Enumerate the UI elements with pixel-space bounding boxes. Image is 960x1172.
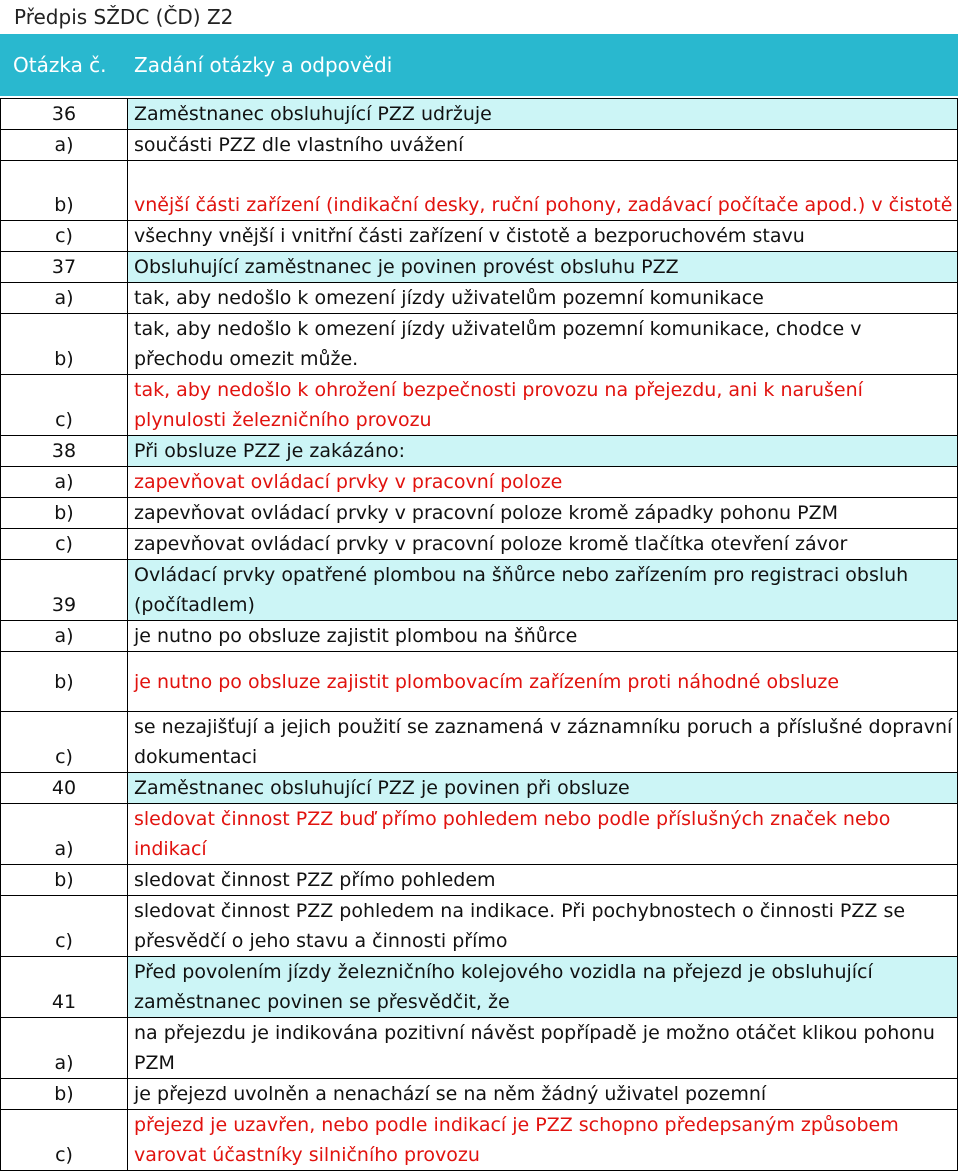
answer-text: je nutno po obsluze zajistit plombou na šňůrce [128, 621, 958, 652]
table-header-row [1, 35, 958, 96]
table-row [1, 529, 958, 560]
questions-table [0, 34, 958, 1171]
answer-label: a) [1, 467, 128, 498]
answer-label: c) [1, 896, 128, 957]
answer-text-correct: zapevňovat ovládací prvky v pracovní poloze [128, 467, 958, 498]
answer-text-correct: tak, aby nedošlo k ohrožení bezpečnosti provozu na přejezdu, ani k narušení plynulosti železničního provozu [128, 375, 958, 436]
question-text: Obsluhující zaměstnanec je povinen provést obsluhu PZZ [128, 252, 958, 283]
column-header-number: Otázka č. [1, 35, 128, 96]
table-row [1, 560, 958, 621]
answer-label: b) [1, 652, 128, 712]
table-row [1, 712, 958, 773]
table-row [1, 161, 958, 221]
answer-label: b) [1, 314, 128, 375]
table-row [1, 498, 958, 529]
question-text: Zaměstnanec obsluhující PZZ je povinen při obsluze [128, 773, 958, 804]
table-row [1, 804, 958, 865]
answer-text: se nezajišťují a jejich použití se zaznamená v záznamníku poruch a příslušné dopravní dokumentaci [128, 712, 958, 773]
table-row [1, 375, 958, 436]
table-row [1, 221, 958, 252]
answer-label: a) [1, 283, 128, 314]
table-row [1, 896, 958, 957]
table-row [1, 957, 958, 1018]
answer-text: tak, aby nedošlo k omezení jízdy uživatelům pozemní komunikace, chodce v přechodu omezit může. [128, 314, 958, 375]
table-row [1, 1018, 958, 1079]
answer-text: na přejezdu je indikována pozitivní návěst popřípadě je možno otáčet klikou pohonu PZM [128, 1018, 958, 1079]
table-row [1, 865, 958, 896]
answer-text-correct: vnější části zařízení (indikační desky, ruční pohony, zadávací počítače apod.) v čistotě [128, 161, 958, 221]
table-row [1, 621, 958, 652]
answer-label: c) [1, 712, 128, 773]
answer-label: a) [1, 130, 128, 161]
answer-label: a) [1, 1018, 128, 1079]
table-row [1, 1079, 958, 1110]
question-number: 36 [1, 99, 128, 130]
answer-text-correct: sledovat činnost PZZ buď přímo pohledem nebo podle příslušných značek nebo indikací [128, 804, 958, 865]
column-header-text: Zadání otázky a odpovědi [128, 35, 958, 96]
answer-label: c) [1, 529, 128, 560]
question-text: Ovládací prvky opatřené plombou na šňůrce nebo zařízením pro registraci obsluh (počítadlem) [128, 560, 958, 621]
answer-label: b) [1, 865, 128, 896]
table-row [1, 283, 958, 314]
table-row [1, 314, 958, 375]
question-number: 39 [1, 560, 128, 621]
table-row [1, 652, 958, 712]
table-row [1, 252, 958, 283]
table-row [1, 773, 958, 804]
answer-text: tak, aby nedošlo k omezení jízdy uživatelům pozemní komunikace [128, 283, 958, 314]
question-number: 37 [1, 252, 128, 283]
answer-text: je přejezd uvolněn a nenachází se na něm žádný uživatel pozemní [128, 1079, 958, 1110]
question-number: 41 [1, 957, 128, 1018]
table-row [1, 130, 958, 161]
answer-text: součásti PZZ dle vlastního uvážení [128, 130, 958, 161]
question-number: 40 [1, 773, 128, 804]
answer-label: c) [1, 1110, 128, 1171]
answer-text: sledovat činnost PZZ pohledem na indikace. Při pochybnostech o činnosti PZZ se přesvědčí o jeho stavu a činnosti přímo [128, 896, 958, 957]
answer-label: c) [1, 375, 128, 436]
answer-label: b) [1, 161, 128, 221]
question-text: Před povolením jízdy železničního kolejového vozidla na přejezd je obsluhující zaměstnanec povinen se přesvědčit, že [128, 957, 958, 1018]
answer-label: a) [1, 804, 128, 865]
answer-label: b) [1, 1079, 128, 1110]
answer-label: b) [1, 498, 128, 529]
answer-label: a) [1, 621, 128, 652]
table-row [1, 467, 958, 498]
question-number: 38 [1, 436, 128, 467]
table-row [1, 1110, 958, 1171]
question-text: Při obsluze PZZ je zakázáno: [128, 436, 958, 467]
question-text: Zaměstnanec obsluhující PZZ udržuje [128, 99, 958, 130]
answer-text: všechny vnější i vnitřní části zařízení v čistotě a bezporuchovém stavu [128, 221, 958, 252]
answer-text-correct: je nutno po obsluze zajistit plombovacím zařízením proti náhodné obsluze [128, 652, 958, 712]
answer-label: c) [1, 221, 128, 252]
table-row [1, 99, 958, 130]
answer-text-correct: přejezd je uzavřen, nebo podle indikací je PZZ schopno předepsaným způsobem varovat účastníky silničního provozu [128, 1110, 958, 1171]
document-title: Předpis SŽDC (ČD) Z2 [14, 5, 234, 29]
answer-text: zapevňovat ovládací prvky v pracovní poloze kromě západky pohonu PZM [128, 498, 958, 529]
answer-text: zapevňovat ovládací prvky v pracovní poloze kromě tlačítka otevření závor [128, 529, 958, 560]
table-row [1, 436, 958, 467]
answer-text: sledovat činnost PZZ přímo pohledem [128, 865, 958, 896]
